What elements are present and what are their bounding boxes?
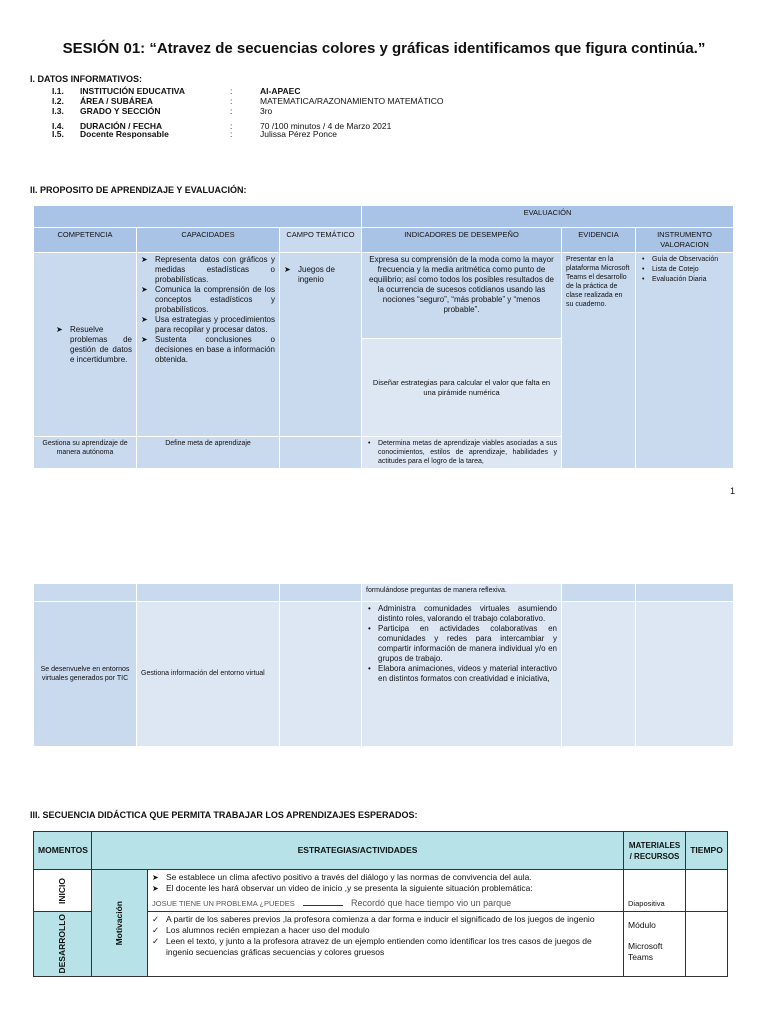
page-number: 1 [730, 486, 736, 496]
campo-text: ➤ Juegos de ingenio [284, 265, 357, 285]
evaluation-table-continued [33, 583, 734, 747]
desarrollo-tiempo [686, 912, 728, 977]
info-num: I.2. [52, 96, 64, 106]
header-competencia: COMPETENCIA [34, 228, 137, 253]
competencia-cell [34, 253, 137, 437]
entorno-cell: Gestiona información del entorno virtual [137, 602, 280, 747]
header-materiales: MATERIALES / RECURSOS [624, 832, 686, 870]
info-value: AI-APAEC [260, 86, 301, 96]
desarrollo-activities [148, 912, 624, 977]
info-colon: : [230, 86, 233, 96]
session-title: SESIÓN 01: “Atravez de secuencias colores y gráficas identificamos que figura continúa.” [62, 40, 706, 57]
material-item: Microsoft Teams [628, 941, 663, 962]
evaluation-table [33, 205, 734, 469]
info-label: DURACIÓN / FECHA [80, 121, 163, 131]
info-num: I.4. [52, 121, 64, 131]
material-item: Módulo [628, 920, 656, 930]
info-num: I.3. [52, 106, 64, 116]
info-label: Docente Responsable [80, 129, 169, 139]
reflexiva-cell: formulándose preguntas de manera reflexiva. [362, 584, 562, 602]
info-colon: : [230, 121, 233, 131]
info-colon: : [230, 129, 233, 139]
inicio-item: ➤ El docente les hará observar un video de inicio ,y se presenta la siguiente situación problemática: [152, 883, 619, 894]
capacidad-item: ➤ Sustenta conclusiones o decisiones en base a información obtenida. [141, 335, 275, 365]
evidencia-cell: Presentar en la plataforma Microsoft Teams el desarrollo de la práctica de clase realizada en su cuaderno. [562, 253, 636, 469]
info-label: INSTITUCIÓN EDUCATIVA [80, 86, 185, 96]
info-value: 3ro [260, 106, 273, 116]
instrumento-cell [636, 253, 734, 469]
gestiona-cell: Gestiona su aprendizaje de manera autónoma [34, 437, 137, 469]
info-label: ÁREA / SUBÁREA [80, 96, 153, 106]
inicio-tiempo [686, 870, 728, 912]
desarrollo-materials [624, 912, 686, 977]
instrumento-item: • Lista de Cotejo [640, 265, 729, 275]
indicador-2-cell: Diseñar estrategias para calcular el valor que falta en una pirámide numérica [362, 339, 562, 437]
motivacion-label: Motivación [114, 900, 124, 945]
blank-cell [636, 602, 734, 747]
metas-text: • Determina metas de aprendizaje viables asociadas a sus conocimientos, estilos de aprendizaje, habilidades y actitudes para el logro de la tarea, [366, 439, 557, 466]
header-capacidades: CAPACIDADES [137, 228, 280, 253]
tic-indicador: • Administra comunidades virtuales asumiendo distinto roles, valorando el trabajo colaborativo. [366, 604, 557, 624]
competencia-text: ➤ Resuelve problemas de gestión de datos e incertidumbre. [56, 325, 132, 365]
header-evidencia: EVIDENCIA [562, 228, 636, 253]
inicio-cell [34, 870, 92, 912]
section-2-heading: II. PROPOSITO DE APRENDIZAJE Y EVALUACIÓN: [30, 185, 247, 195]
header-campo: CAMPO TEMÁTICO [280, 228, 362, 253]
info-value: Julissa Pérez Ponce [260, 129, 338, 139]
video-strip [152, 898, 619, 909]
blank-cell [636, 584, 734, 602]
blank-cell [562, 584, 636, 602]
desarrollo-cell [34, 912, 92, 977]
sequence-table [33, 831, 728, 977]
tic-cell: Se desenvuelve en entornos virtuales generados por TIC [34, 602, 137, 747]
desarrollo-item: ✓ Leen el texto, y junto a la profesora atravez de un ejemplo entienden como identificar los tres casos de juegos de ingenio secuencias gráficas secuencias y colores gruesos [152, 936, 619, 958]
video-right-text: Recordó que hace tiempo vio un parque [351, 898, 512, 908]
inicio-activities [148, 870, 624, 912]
header-momentos: MOMENTOS [34, 832, 92, 870]
meta-cell: Define meta de aprendizaje [137, 437, 280, 469]
desarrollo-item: ✓ A partir de los saberes previos ,la profesora comienza a dar forma e inducir el significado de los juegos de ingenio [152, 914, 619, 925]
header-instrumento: INSTRUMENTO VALORACION [636, 228, 734, 253]
blank-cell [562, 602, 636, 747]
video-left-text: JOSUE TIENE UN PROBLEMA ¿PUEDES [152, 899, 295, 908]
blank-header [34, 206, 362, 228]
desarrollo-item: ✓ Los alumnos recién empiezan a hacer uso del modulo [152, 925, 619, 936]
info-label: GRADO Y SECCIÓN [80, 106, 161, 116]
capacidad-item: ➤ Representa datos con gráficos y medidas estadísticas o probabilísticas. [141, 255, 275, 285]
info-num: I.1. [52, 86, 64, 96]
blank-cell [34, 584, 137, 602]
blank-campo-cell [280, 437, 362, 469]
capacidad-item: ➤ Comunica la comprensión de los conceptos estadísticos y probabilísticos. [141, 285, 275, 315]
header-tiempo: TIEMPO [686, 832, 728, 870]
indicador-1-cell: Expresa su comprensión de la moda como la mayor frecuencia y la media aritmética como punto de equilibrio; así como todos los posibles resultados de la ocurrencia de sucesos cotidianos usando las nociones “seguro”, “más probable” y “menos probable”. [362, 253, 562, 339]
metas-cell [362, 437, 562, 469]
blank-cell [280, 602, 362, 747]
blank-cell [280, 584, 362, 602]
header-estrategias: ESTRATEGIAS/ACTIVIDADES [92, 832, 624, 870]
section-1-heading: I. DATOS INFORMATIVOS: [30, 74, 142, 84]
info-value: 70 /100 minutos / 4 de Marzo 2021 [260, 121, 392, 131]
motivacion-cell [92, 870, 148, 977]
instrumento-item: • Evaluación Diaria [640, 275, 729, 285]
instrumento-item: • Guía de Observación [640, 255, 729, 265]
tic-indicador: • Elabora animaciones, videos y material interactivo en distintos formatos con creatividad e iniciativa, [366, 664, 557, 684]
info-num: I.5. [52, 129, 64, 139]
tic-indicador: • Participa en actividades colaborativas en comunidades y redes para intercambiar y compartir información de manera individual y/o en grupos de trabajo. [366, 624, 557, 664]
tic-indicadores-cell [362, 602, 562, 747]
info-colon: : [230, 96, 233, 106]
info-colon: : [230, 106, 233, 116]
campo-cell [280, 253, 362, 437]
evaluation-header: EVALUACIÓN [362, 206, 734, 228]
section-3-heading: III. SECUENCIA DIDÁCTICA QUE PERMITA TRABAJAR LOS APRENDIZAJES ESPERADOS: [30, 810, 418, 820]
header-indicadores: INDICADORES DE DESEMPEÑO [362, 228, 562, 253]
inicio-material: Diapositiva [624, 870, 686, 912]
inicio-label: INICIO [57, 877, 67, 904]
blank-cell [137, 584, 280, 602]
inicio-item: ➤ Se establece un clima afectivo positivo a través del diálogo y las normas de convivencia del aula. [152, 872, 619, 883]
info-value: MATEMATICA/RAZONAMIENTO MATEMÁTICO [260, 96, 444, 106]
capacidad-item: ➤ Usa estrategias y procedimientos para recopilar y procesar datos. [141, 315, 275, 335]
capacidades-cell [137, 253, 280, 437]
desarrollo-label: DESARROLLO [57, 914, 67, 974]
